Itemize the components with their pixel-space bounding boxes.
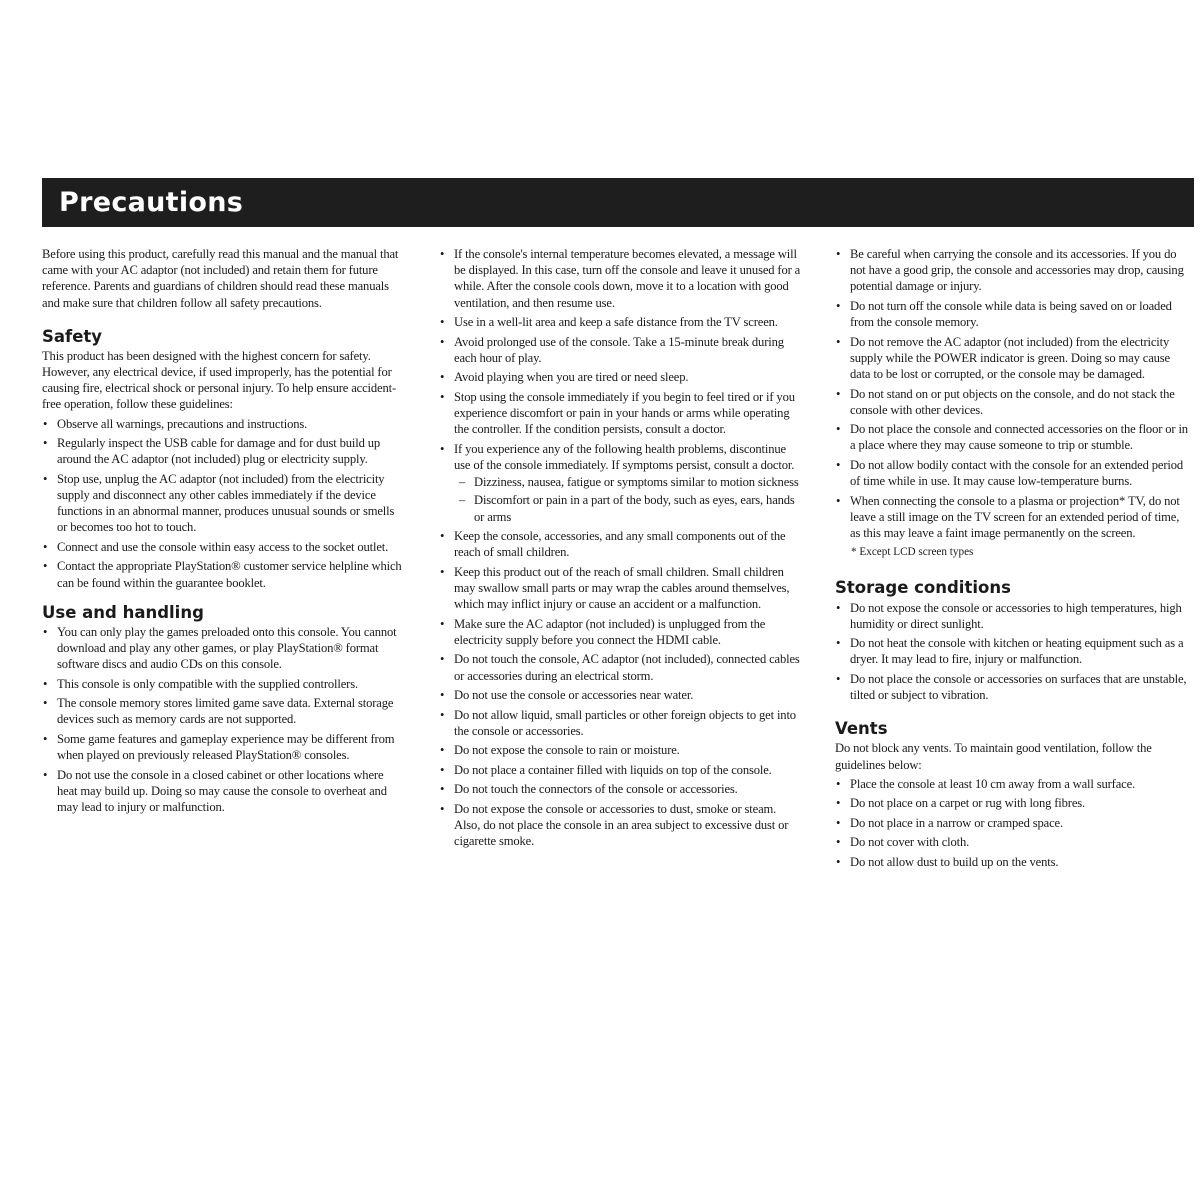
list-item: • Do not heat the console with kitchen or heating equipment such as a dryer. It may lead to fire, injury or malfunction. <box>835 635 1192 667</box>
safety-heading: Safety <box>42 326 103 346</box>
list-item: • Contact the appropriate PlayStation® customer service helpline which can be found within the guarantee booklet. <box>42 558 402 590</box>
list-item: • Do not expose the console or accessories to dust, smoke or steam. Also, do not place the console in an area subject to excessive dust or cigarette smoke. <box>439 801 801 850</box>
list-item: • Do not allow bodily contact with the console for an extended period of time while in use. It may cause low-temperature burns. <box>835 457 1192 489</box>
use-handling-list-2 <box>439 246 801 849</box>
footnote: * Except LCD screen types <box>851 545 974 558</box>
list-item: • You can only play the games preloaded onto this console. You cannot download and play any other games, or play PlayStation® format software discs and audio CDs on this console. <box>42 624 402 673</box>
use-handling-list-3 <box>835 246 1192 541</box>
health-problems-text: If you experience any of the following health problems, discontinue use of the console immediately. If symptoms persist, consult a doctor. <box>454 441 795 472</box>
list-item: • Do not stand on or put objects on the console, and do not stack the console with other devices. <box>835 386 1192 418</box>
list-item: • Do not allow liquid, small particles or other foreign objects to get into the console or accessories. <box>439 707 801 739</box>
list-item: • Do not allow dust to build up on the vents. <box>835 854 1192 870</box>
list-item: • Do not touch the connectors of the console or accessories. <box>439 781 801 797</box>
list-item: • Do not cover with cloth. <box>835 834 1192 850</box>
list-item: • Do not place on a carpet or rug with long fibres. <box>835 795 1192 811</box>
list-item: • This console is only compatible with the supplied controllers. <box>42 676 402 692</box>
title-banner <box>42 178 1194 227</box>
list-item: • Make sure the AC adaptor (not included) is unplugged from the electricity supply before you connect the HDMI cable. <box>439 616 801 648</box>
list-item: • Do not use the console in a closed cabinet or other locations where heat may build up. Doing so may cause the console to overheat and may lead to injury or malfunction. <box>42 767 402 816</box>
list-item: • Use in a well-lit area and keep a safe distance from the TV screen. <box>439 314 801 330</box>
health-problems-item <box>439 441 801 525</box>
intro-text: Before using this product, carefully read this manual and the manual that came with your AC adaptor (not included) and retain them for future reference. Parents and guardians of children should read these manuals and make sure that children follow all safety precautions. <box>42 247 399 310</box>
page-title: Precautions <box>59 187 244 218</box>
use-handling-list-1 <box>42 624 402 815</box>
sub-list-item: – Discomfort or pain in a part of the body, such as eyes, ears, hands or arms <box>454 492 801 524</box>
vents-heading: Vents <box>835 719 888 739</box>
list-item: • Do not place in a narrow or cramped space. <box>835 815 1192 831</box>
list-item: • Do not use the console or accessories near water. <box>439 687 801 703</box>
health-sublist <box>454 474 801 525</box>
vents-text: Do not block any vents. To maintain good ventilation, follow the guidelines below: <box>835 741 1152 772</box>
list-item: • The console memory stores limited game save data. External storage devices such as memory cards are not supported. <box>42 695 402 727</box>
use-handling-heading: Use and handling <box>42 602 204 622</box>
list-item: • Place the console at least 10 cm away from a wall surface. <box>835 776 1192 792</box>
list-item: • Keep this product out of the reach of small children. Small children may swallow small parts or may wrap the cables around themselves, which may inflict injury or cause an accident or a malfunction. <box>439 564 801 613</box>
list-item: • Avoid prolonged use of the console. Take a 15-minute break during each hour of play. <box>439 334 801 366</box>
storage-heading: Storage conditions <box>835 577 1011 597</box>
list-item: • Do not place the console and connected accessories on the floor or in a place where they may cause someone to trip or stumble. <box>835 421 1192 453</box>
column-3 <box>835 246 1192 873</box>
list-item: • Stop use, unplug the AC adaptor (not included) from the electricity supply and disconnect any other cables immediately if the device functions in an abnormal manner, produces unusual sounds or smells or becomes too hot to touch. <box>42 471 402 536</box>
list-item: • Keep the console, accessories, and any small components out of the reach of small children. <box>439 528 801 560</box>
list-item: • Connect and use the console within easy access to the socket outlet. <box>42 539 402 555</box>
list-item: • Observe all warnings, precautions and instructions. <box>42 416 402 432</box>
list-item: • Stop using the console immediately if you begin to feel tired or if you experience discomfort or pain in your hands or arms while operating the controller. If the condition persists, consult a doctor. <box>439 389 801 438</box>
safety-text: This product has been designed with the highest concern for safety. However, any electrical device, if used improperly, has the potential for causing fire, electrical shock or personal injury. To help ensure accident-free operation, follow these guidelines: <box>42 348 396 412</box>
vents-list <box>835 776 1192 870</box>
list-item: • Do not expose the console or accessories to high temperatures, high humidity or direct sunlight. <box>835 600 1192 632</box>
list-item: • Be careful when carrying the console and its accessories. If you do not have a good grip, the console and accessories may drop, causing potential damage or injury. <box>835 246 1192 295</box>
list-item: • Do not place a container filled with liquids on top of the console. <box>439 762 801 778</box>
list-item: • Regularly inspect the USB cable for damage and for dust build up around the AC adaptor (not included) plug or electricity supply. <box>42 435 402 467</box>
list-item: • Avoid playing when you are tired or need sleep. <box>439 369 801 385</box>
list-item: • Do not turn off the console while data is being saved on or loaded from the console memory. <box>835 298 1192 330</box>
storage-list <box>835 600 1192 704</box>
column-1 <box>42 246 402 819</box>
sub-list-item: – Dizziness, nausea, fatigue or symptoms similar to motion sickness <box>454 474 801 490</box>
safety-list <box>42 416 402 591</box>
list-item: • Do not expose the console to rain or moisture. <box>439 742 801 758</box>
list-item: • Some game features and gameplay experience may be different from when played on previously released PlayStation® consoles. <box>42 731 402 763</box>
list-item: • Do not place the console or accessories on surfaces that are unstable, tilted or subject to vibration. <box>835 671 1192 703</box>
list-item: • Do not remove the AC adaptor (not included) from the electricity supply while the POWER indicator is green. Doing so may cause data to be lost or corrupted, or the console may be damaged. <box>835 334 1192 383</box>
list-item: • When connecting the console to a plasma or projection* TV, do not leave a still image on the TV screen for an extended period of time, as this may leave a faint image permanently on the screen. <box>835 493 1192 542</box>
list-item: • Do not touch the console, AC adaptor (not included), connected cables or accessories during an electrical storm. <box>439 651 801 683</box>
column-2 <box>439 246 801 853</box>
list-item: • If the console's internal temperature becomes elevated, a message will be displayed. In this case, turn off the console and leave it unused for a while. After the console cools down, move it to a location with good ventilation, and then resume use. <box>439 246 801 311</box>
